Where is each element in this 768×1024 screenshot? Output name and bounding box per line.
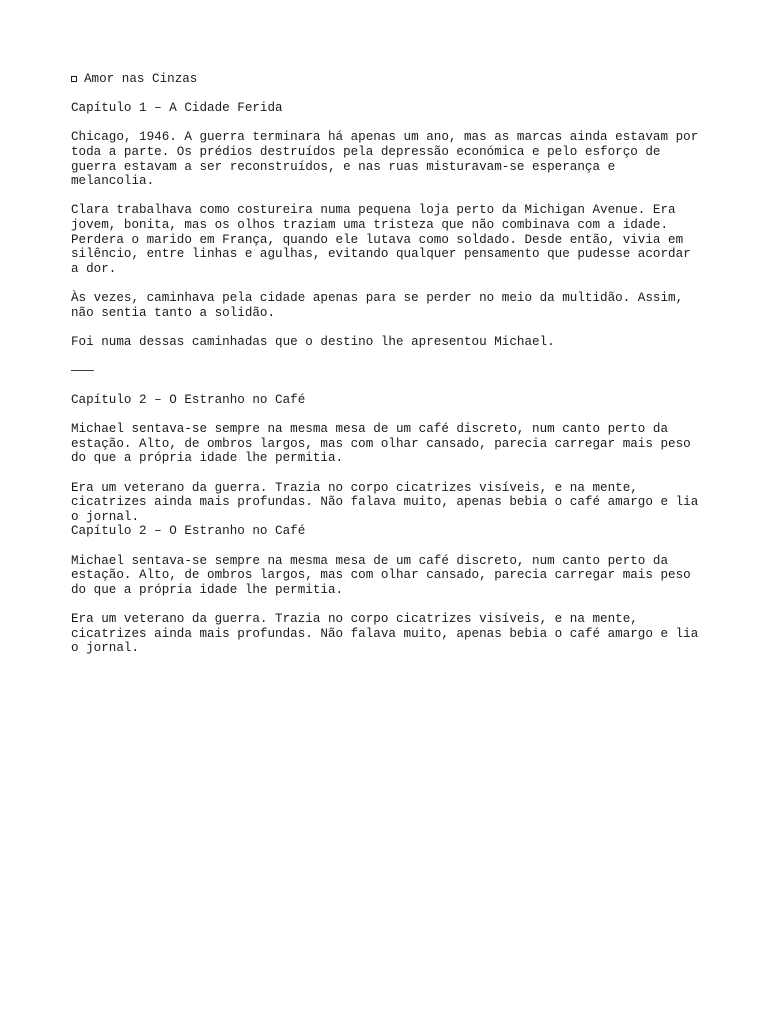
paragraph-line: cicatrizes ainda mais profundas. Não falava muito, apenas bebia o café amargo e lia — [71, 495, 699, 510]
chapter-heading: Capítulo 1 – A Cidade Ferida — [71, 101, 283, 116]
paragraph — [71, 554, 711, 598]
paragraph-line: Às vezes, caminhava pela cidade apenas para se perder no meio da multidão. Assim, — [71, 290, 684, 305]
spacer — [71, 466, 711, 481]
paragraph-line: Michael sentava-se sempre na mesma mesa de um café discreto, num canto perto da — [71, 422, 669, 437]
paragraph — [71, 130, 711, 188]
document-title: Amor nas Cinzas — [84, 72, 198, 86]
paragraph-line: do que a própria idade lhe permitia. — [71, 582, 344, 597]
spacer — [71, 116, 711, 131]
paragraph — [71, 335, 711, 350]
paragraph-line: Michael sentava-se sempre na mesma mesa de um café discreto, num canto perto da — [71, 553, 669, 568]
paragraph — [71, 422, 711, 466]
paragraph-line: o jornal. — [71, 509, 140, 524]
paragraph-line: do que a própria idade lhe permitia. — [71, 451, 344, 466]
spacer — [71, 189, 711, 204]
paragraph-line: Clara trabalhava como costureira numa pequena loja perto da Michigan Avenue. Era — [71, 203, 676, 218]
paragraph-line: Era um veterano da guerra. Trazia no corpo cicatrizes visíveis, e na mente, — [71, 480, 638, 495]
paragraph-line: silêncio, entre linhas e agulhas, evitando qualquer pensamento que pudesse acordar — [71, 247, 691, 262]
paragraph-line: cicatrizes ainda mais profundas. Não falava muito, apenas bebia o café amargo e lia — [71, 626, 699, 641]
document-body — [71, 101, 711, 656]
paragraph-line: toda a parte. Os prédios destruídos pela depressão económica e pelo esforço de — [71, 144, 661, 159]
paragraph-line: não sentia tanto a solidão. — [71, 305, 276, 320]
paragraph-line: Chicago, 1946. A guerra terminara há apenas um ano, mas as marcas ainda estavam por — [71, 130, 699, 145]
chapter-heading: Capítulo 2 – O Estranho no Café — [71, 393, 306, 408]
paragraph — [71, 203, 711, 276]
paragraph-line: o jornal. — [71, 641, 140, 656]
document-title-row — [71, 72, 711, 87]
spacer — [71, 87, 711, 102]
chapter-heading: Capítulo 2 – O Estranho no Café — [71, 524, 306, 539]
paragraph — [71, 612, 711, 656]
spacer — [71, 349, 711, 364]
paragraph-line: estação. Alto, de ombros largos, mas com olhar cansado, parecia carregar mais peso — [71, 436, 691, 451]
spacer — [71, 539, 711, 554]
spacer — [71, 597, 711, 612]
spacer — [71, 276, 711, 291]
paragraph-line: Era um veterano da guerra. Trazia no corpo cicatrizes visíveis, e na mente, — [71, 611, 638, 626]
paragraph-line: Perdera o marido em França, quando ele lutava como soldado. Desde então, vivia em — [71, 232, 684, 247]
paragraph-line: melancolia. — [71, 174, 155, 189]
spacer — [71, 408, 711, 423]
paragraph-line: guerra estavam a ser reconstruídos, e nas ruas misturavam-se esperança e — [71, 159, 616, 174]
paragraph-line: estação. Alto, de ombros largos, mas com olhar cansado, parecia carregar mais peso — [71, 568, 691, 583]
paragraph-line: jovem, bonita, mas os olhos traziam uma tristeza que não combinava com a idade. — [71, 217, 669, 232]
bullet-square-icon — [71, 76, 77, 82]
spacer — [71, 320, 711, 335]
paragraph-line: Foi numa dessas caminhadas que o destino lhe apresentou Michael. — [71, 334, 555, 349]
section-separator: ——— — [71, 363, 94, 378]
paragraph — [71, 481, 711, 525]
paragraph-line: a dor. — [71, 261, 117, 276]
spacer — [71, 378, 711, 393]
document-page — [71, 72, 711, 656]
paragraph — [71, 291, 711, 320]
